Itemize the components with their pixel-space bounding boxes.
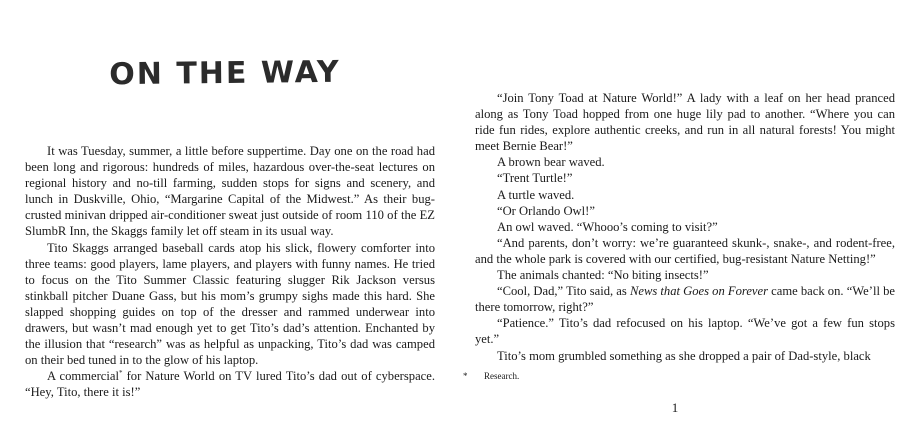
paragraph: Tito’s mom grumbled something as she dropped a pair of Dad-style, black [497,348,871,363]
left-body-text [25,143,435,401]
right-page [450,0,900,440]
paragraph: Tito Skaggs arranged baseball cards atop his slick, flowery comforter into three teams: good players, lame players, and players with funny names. He tried to focus on the Tito Summer Classic featuring slugger Rik Jackson versus stinkball pitcher Duane Gass, but his mom’s grumpy sighs made this hard. She slapped shopping guides on top of the dresser and rammed underwear into drawers, but wasn’t mad enough yet to get Tito’s dad’s attention. Enchanted by the illusion that “research” was as helpful as unpacking, Tito’s dad was camped on their bed tuned in to the glow of his laptop. [25,240,435,368]
paragraph-text: came back on. “We’ll be there tomorrow, right?” [475,284,895,315]
footnote [463,371,519,381]
footnote-text: Research. [484,371,520,381]
paragraph: “Join Tony Toad at Nature World!” A lady with a leaf on her head pranced along as Tony Toad hopped from one huge lily pad to another. “Where you can ride fun rides, explore authentic creeks, and run in all natural forests! You might meet Bernie Bear!” [475,91,895,154]
paragraph: “Or Orlando Owl!” [497,203,595,218]
paragraph-text: for Nature World on TV lured Tito’s dad out of cyberspace. “Hey, Tito, there it is!” [25,369,435,400]
footnote-mark: * [463,371,468,381]
paragraph: A brown bear waved. [497,155,605,170]
paragraph: An owl waved. “Whooo’s coming to visit?” [497,219,718,234]
paragraph: “And parents, don’t worry: we’re guaranteed skunk-, snake-, and rodent-free, and the whole park is covered with our certified, bug-resistant Nature Netting!” [475,235,895,266]
paragraph: “Patience.” Tito’s dad refocused on his laptop. “We’ve got a few fun stops yet.” [475,316,895,347]
paragraph-text: A commercial [47,369,119,384]
chapter-title: ON THE WAY [109,54,341,93]
paragraph [475,283,895,315]
footnote-reference: * [118,369,123,378]
right-body-text [475,90,895,364]
page-number: 1 [671,400,679,415]
paragraph [25,368,435,400]
paragraph: “Trent Turtle!” [497,171,573,186]
paragraph: The animals chanted: “No biting insects!” [497,268,709,283]
paragraph-text: “Cool, Dad,” Tito said, as [497,284,630,299]
paragraph: A turtle waved. [497,187,575,202]
paragraph: It was Tuesday, summer, a little before suppertime. Day one on the road had been long and rigorous: hundreds of miles, hazardous over-the-seat lectures on regional history and no-till farming, sudden stops for signs and scenery, and lunch in Duskville, Ohio, “Margarine Capital of the Midwest.” As their bug-crusted minivan dripped air-conditioner sweat just outside of room 110 of the EZ SlumbR Inn, the Skaggs family let off steam in its usual way. [25,144,435,239]
show-title: News that Goes on Forever [629,284,769,299]
